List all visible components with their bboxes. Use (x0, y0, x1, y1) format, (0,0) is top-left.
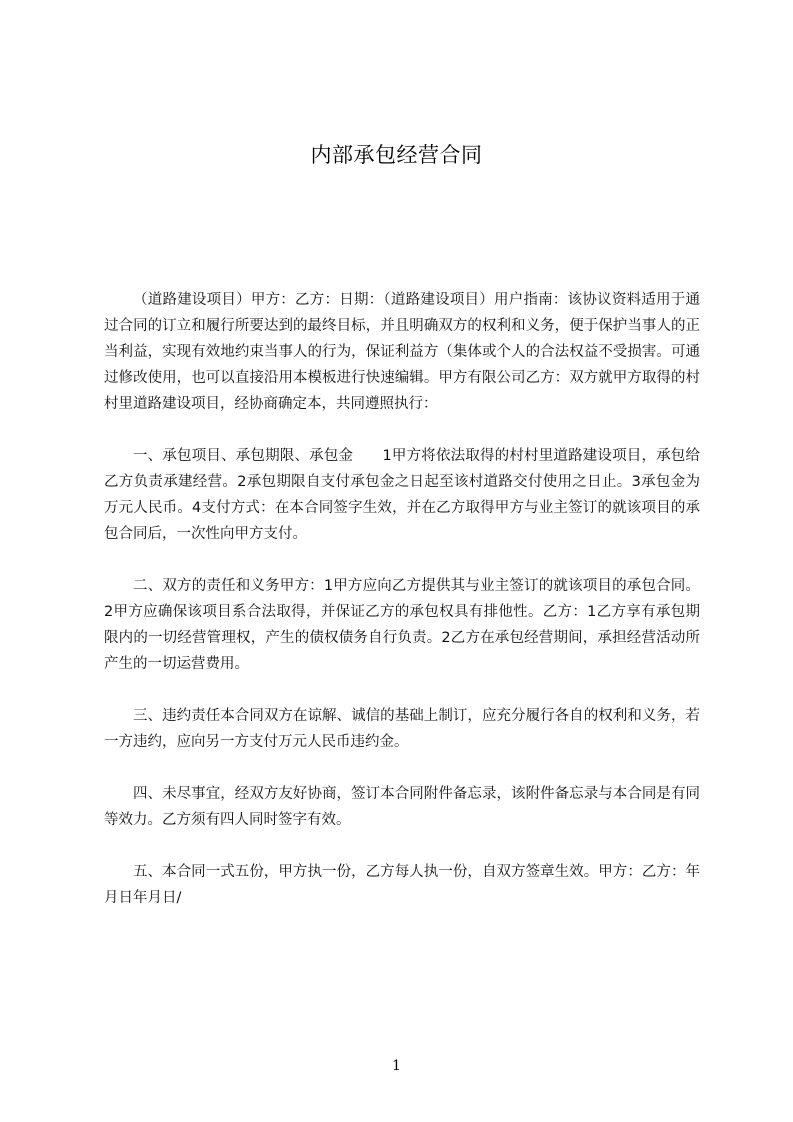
paragraph-section-1: 一、承包项目、承包期限、承包金 1甲方将依法取得的村村里道路建设项目，承包给乙方负责承建经营。2承包期限自支付承包金之日起至该村道路交付使用之日止。3承包金为万元人民币。4支付方式：在本合同签字生效，并在乙方取得甲方与业主签订的就该项目的承包合同后，一次性向甲方支付。 (104, 448, 700, 542)
document-body (104, 287, 700, 937)
paragraph-preamble: （道路建设项目）甲方：乙方：日期：（道路建设项目）用户指南：该协议资料适用于通过合同的订立和履行所要达到的最终目标，并且明确双方的权利和义务，便于保护当事人的正当利益，实现有效地约束当事人的行为，保证利益方（集体或个人的合法权益不受损害。可通过修改使用，也可以直接沿用本模板进行快速编辑。甲方有限公司乙方：双方就甲方取得的村村里道路建设项目，经协商确定本，共同遵照执行： (104, 292, 700, 412)
document-title: 内部承包经营合同 (310, 143, 483, 167)
page-number: 1 (392, 1058, 401, 1074)
paragraph-section-5: 五、本合同一式五份，甲方执一份，乙方每人执一份，自双方签章生效。甲方：乙方：年月日年月日/ (104, 864, 700, 906)
paragraph-section-3: 三、违约责任本合同双方在谅解、诚信的基础上制订，应充分履行各自的权利和义务，若一方违约，应向另一方支付万元人民币违约金。 (104, 708, 700, 750)
paragraph-section-2: 二、双方的责任和义务甲方：1甲方应向乙方提供其与业主签订的就该项目的承包合同。2甲方应确保该项目系合法取得，并保证乙方的承包权具有排他性。乙方：1乙方享有承包期限内的一切经营管理权，产生的债权债务自行负责。2乙方在承包经营期间，承担经营活动所产生的一切运营费用。 (104, 578, 700, 672)
paragraph-section-4: 四、未尽事宜，经双方友好协商，签订本合同附件备忘录，该附件备忘录与本合同是有同等效力。乙方须有四人同时签字有效。 (104, 786, 700, 828)
